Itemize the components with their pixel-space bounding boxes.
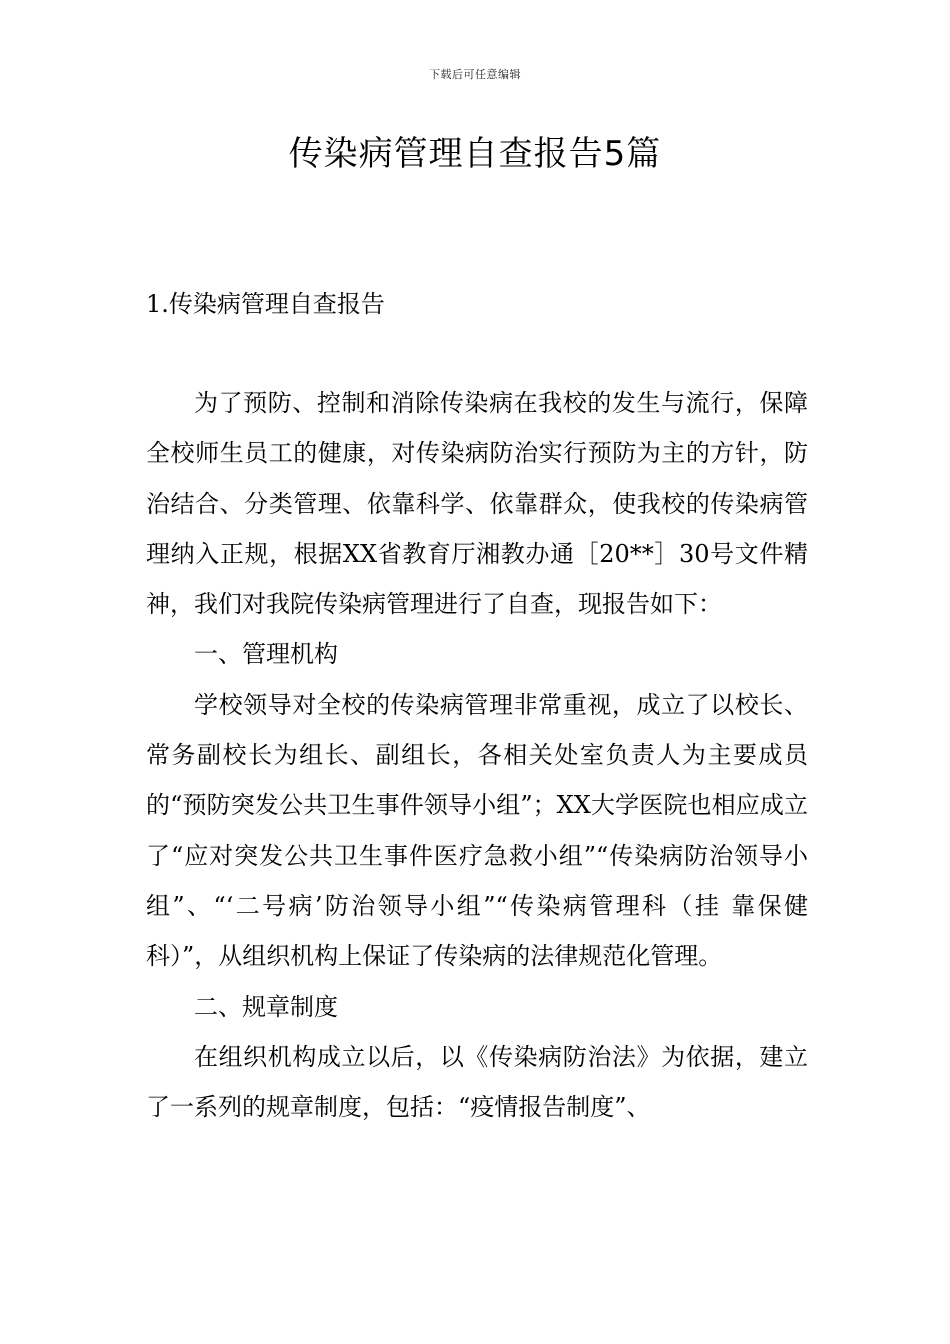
paragraph-regulations: 在组织机构成立以后，以《传染病防治法》为依据，建立了一系列的规章制度，包括：“疫情报告制度”、 [146,1042,808,1122]
section-heading: 1.传染病管理自查报告 [146,290,385,318]
paragraph-organization: 学校领导对全校的传染病管理非常重视，成立了以校长、常务副校长为组长、副组长，各相关处室负责人为主要成员的“预防突发公共卫生事件领导小组”；XX大学医院也相应成立了“应对突发公共卫生事件医疗急救小组”“传染病防治领导小组”、“‘二号病’防治领导小组”“传染病管理科（挂 靠保健科）”，从组织机构上保证了传染病的法律规范化管理。 [146,690,808,971]
body-text [146,378,808,1132]
header-note: 下载后可任意编辑 [429,68,521,81]
subheading-rules-regulations: 二、规章制度 [194,992,338,1021]
document-title: 传染病管理自查报告5篇 [288,134,662,174]
subheading-management-organization: 一、管理机构 [194,640,338,669]
paragraph-intro: 为了预防、控制和消除传染病在我校的发生与流行，保障全校师生员工的健康，对传染病防治实行预防为主的方针，防治结合、分类管理、依靠科学、依靠群众，使我校的传染病管理纳入正规，根据XX省教育厅湘教办通［20**］30号文件精神，我们对我院传染病管理进行了自查，现报告如下： [146,389,808,619]
